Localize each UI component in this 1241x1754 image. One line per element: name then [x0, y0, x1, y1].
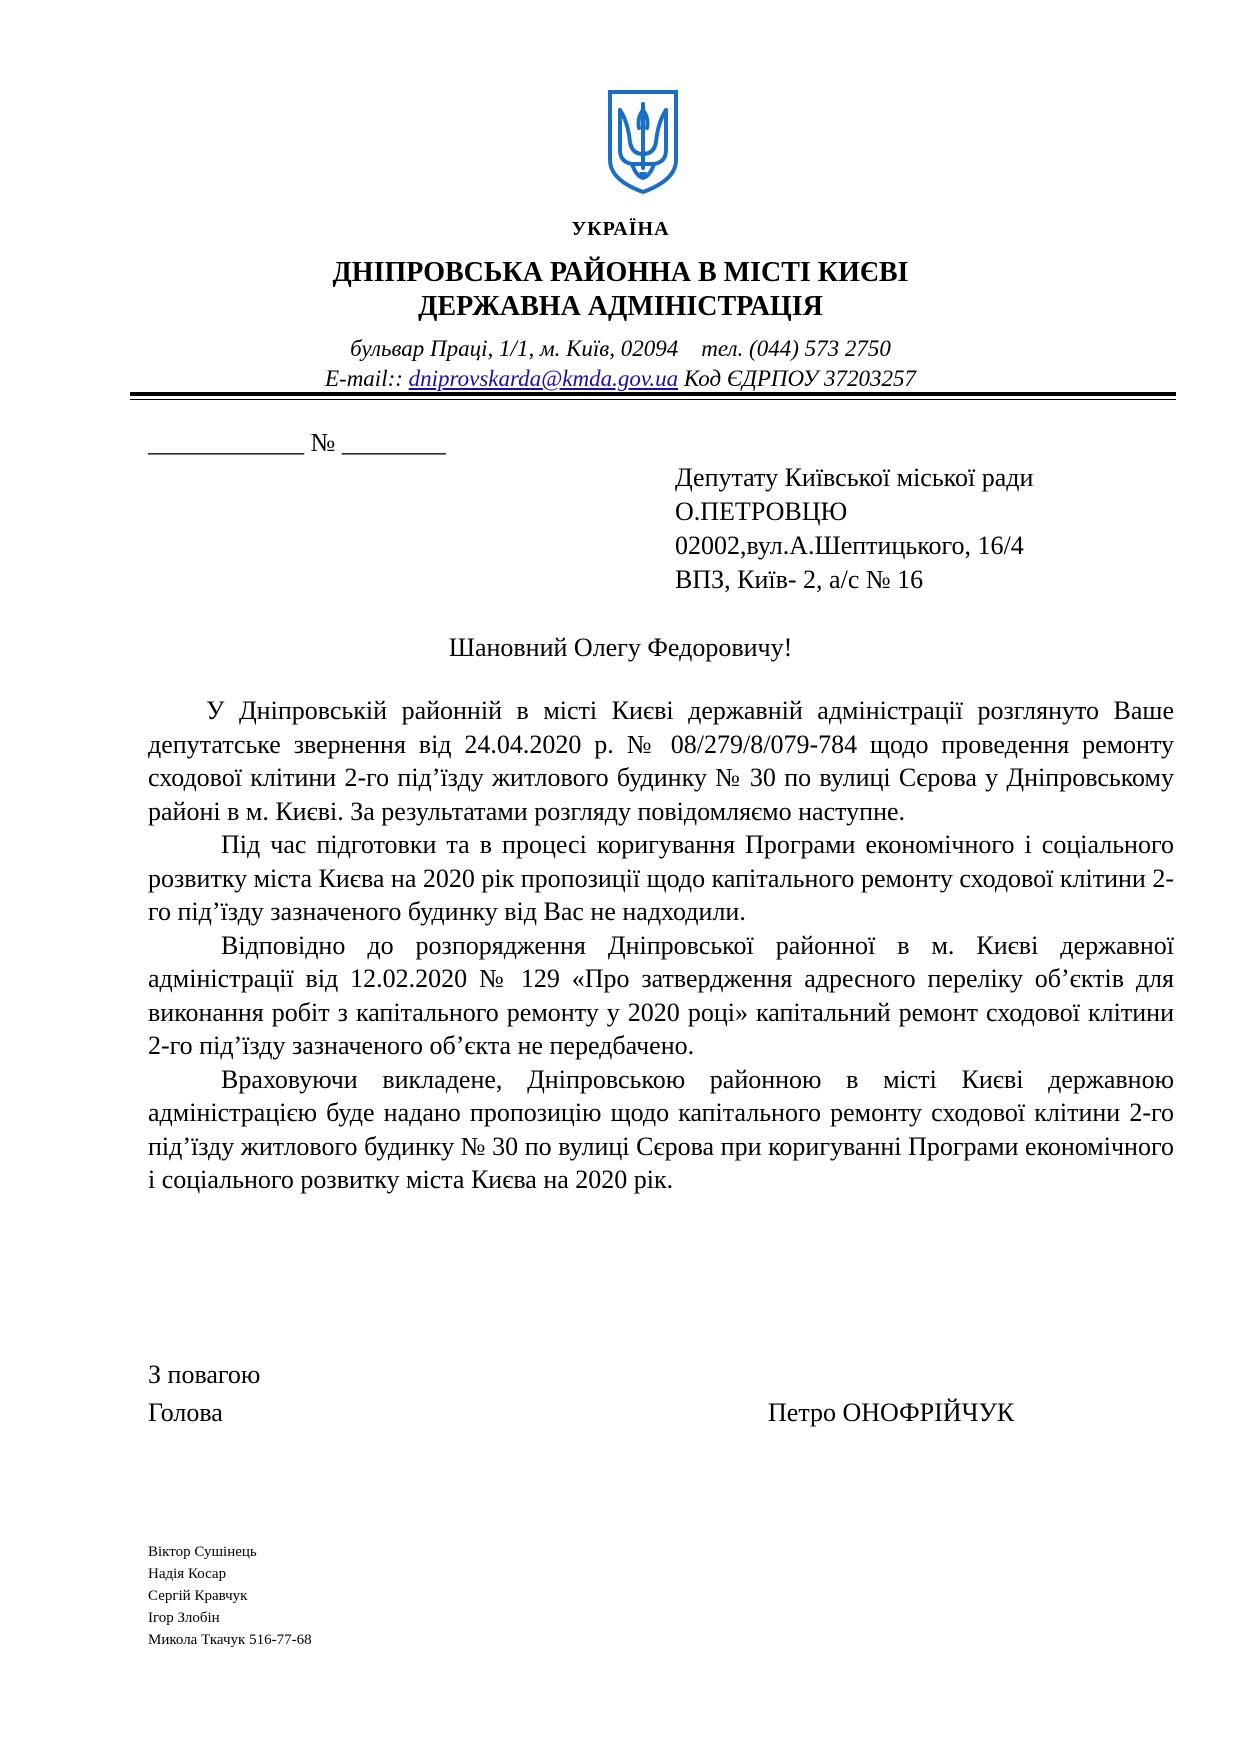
body-paragraph: Враховуючи викладене, Дніпровською районною в місті Києві державною адміністрацією буде надано пропозицію щодо капітального ремонту сходової клітини 2-го під’їзду житлового будинку № 30 по вулиці Сєрова при коригуванні Програми економічного і соціального розвитку міста Києва на 2020 рік.: [148, 1064, 1174, 1194]
body-paragraph: У Дніпровській районній в місті Києві державній адміністрації розглянуто Ваше депутатське звернення від 24.04.2020 р. № 08/279/8/079-784 щодо проведення ремонту сходової клітини 2-го під’їзду житлового будинку № 30 по вулиці Сєрова у Дніпровському районі в м. Києві. За результатами розгляду повідомляємо наступне.: [148, 696, 1174, 826]
address-line: [0, 334, 1241, 364]
executor-item: Микола Ткачук 516-77-68: [148, 1632, 312, 1648]
date-blank: ____________: [148, 428, 304, 457]
body-paragraph: Відповідно до розпорядження Дніпровської районної в м. Києві державної адміністрації від 12.02.2020 № 129 «Про затвердження адресного переліку об’єктів для виконання робіт з капітального ремонту у 2020 році» капітальний ремонт сходової клітини 2-го під’їзду зазначеного об’єкта не передбачено.: [148, 930, 1174, 1060]
country-name: УКРАЇНА: [571, 218, 670, 240]
number-blank: ________: [341, 428, 446, 457]
number-sign: №: [310, 428, 336, 457]
trident-coat-of-arms-icon: [606, 88, 680, 196]
contact-block: [0, 334, 1241, 394]
body-paragraph: Під час підготовки та в процесі коригування Програми економічного і соціального розвитку міста Києва на 2020 рік пропозиції щодо капітального ремонту сходової клітини 2-го під’їзду зазначеного будинку від Вас не надходили.: [148, 830, 1174, 926]
organization-name-line1: ДНІПРОВСЬКА РАЙОННА В МІСТІ КИЄВІ: [332, 257, 909, 288]
closing-block: [148, 1356, 260, 1432]
executors-list: [148, 1541, 312, 1651]
recipient-line1: Депутату Київської міської ради: [675, 463, 1034, 492]
recipient-line3: 02002,вул.А.Шептицького, 16/4: [675, 531, 1024, 560]
organization-name: [0, 256, 1241, 324]
signer-name: Петро ОНОФРІЙЧУК: [768, 1398, 1015, 1427]
recipient-line2: О.ПЕТРОВЦЮ: [675, 497, 848, 526]
registration-line: [148, 428, 446, 458]
recipient-block: [675, 461, 1033, 597]
email-link[interactable]: dniprovskarda@kmda.gov.ua: [408, 366, 679, 391]
executor-item: Сергій Кравчук: [148, 1588, 248, 1604]
signer-position: Голова: [148, 1398, 223, 1427]
recipient-line4: ВПЗ, Київ- 2, а/с № 16: [675, 565, 924, 594]
edrpou-code: Код ЄДРПОУ 37203257: [683, 366, 916, 391]
greeting: Шановний Олегу Федоровичу!: [448, 633, 793, 662]
organization-name-line2: ДЕРЖАВНА АДМІНІСТРАЦІЯ: [418, 291, 823, 322]
email-line: [0, 364, 1241, 394]
header-divider-thin: [130, 399, 1176, 400]
closing-regards: З повагою: [148, 1360, 261, 1389]
email-label: E-mail::: [324, 366, 403, 391]
phone-number: тел. (044) 573 2750: [701, 336, 891, 361]
executor-item: Віктор Сушінець: [148, 1544, 257, 1560]
executor-item: Надія Косар: [148, 1566, 227, 1582]
postal-address: бульвар Праці, 1/1, м. Київ, 02094: [350, 336, 679, 361]
letter-body: [148, 694, 1174, 1197]
executor-item: Ігор Злобін: [148, 1610, 220, 1626]
header-divider-thick: [130, 392, 1176, 396]
